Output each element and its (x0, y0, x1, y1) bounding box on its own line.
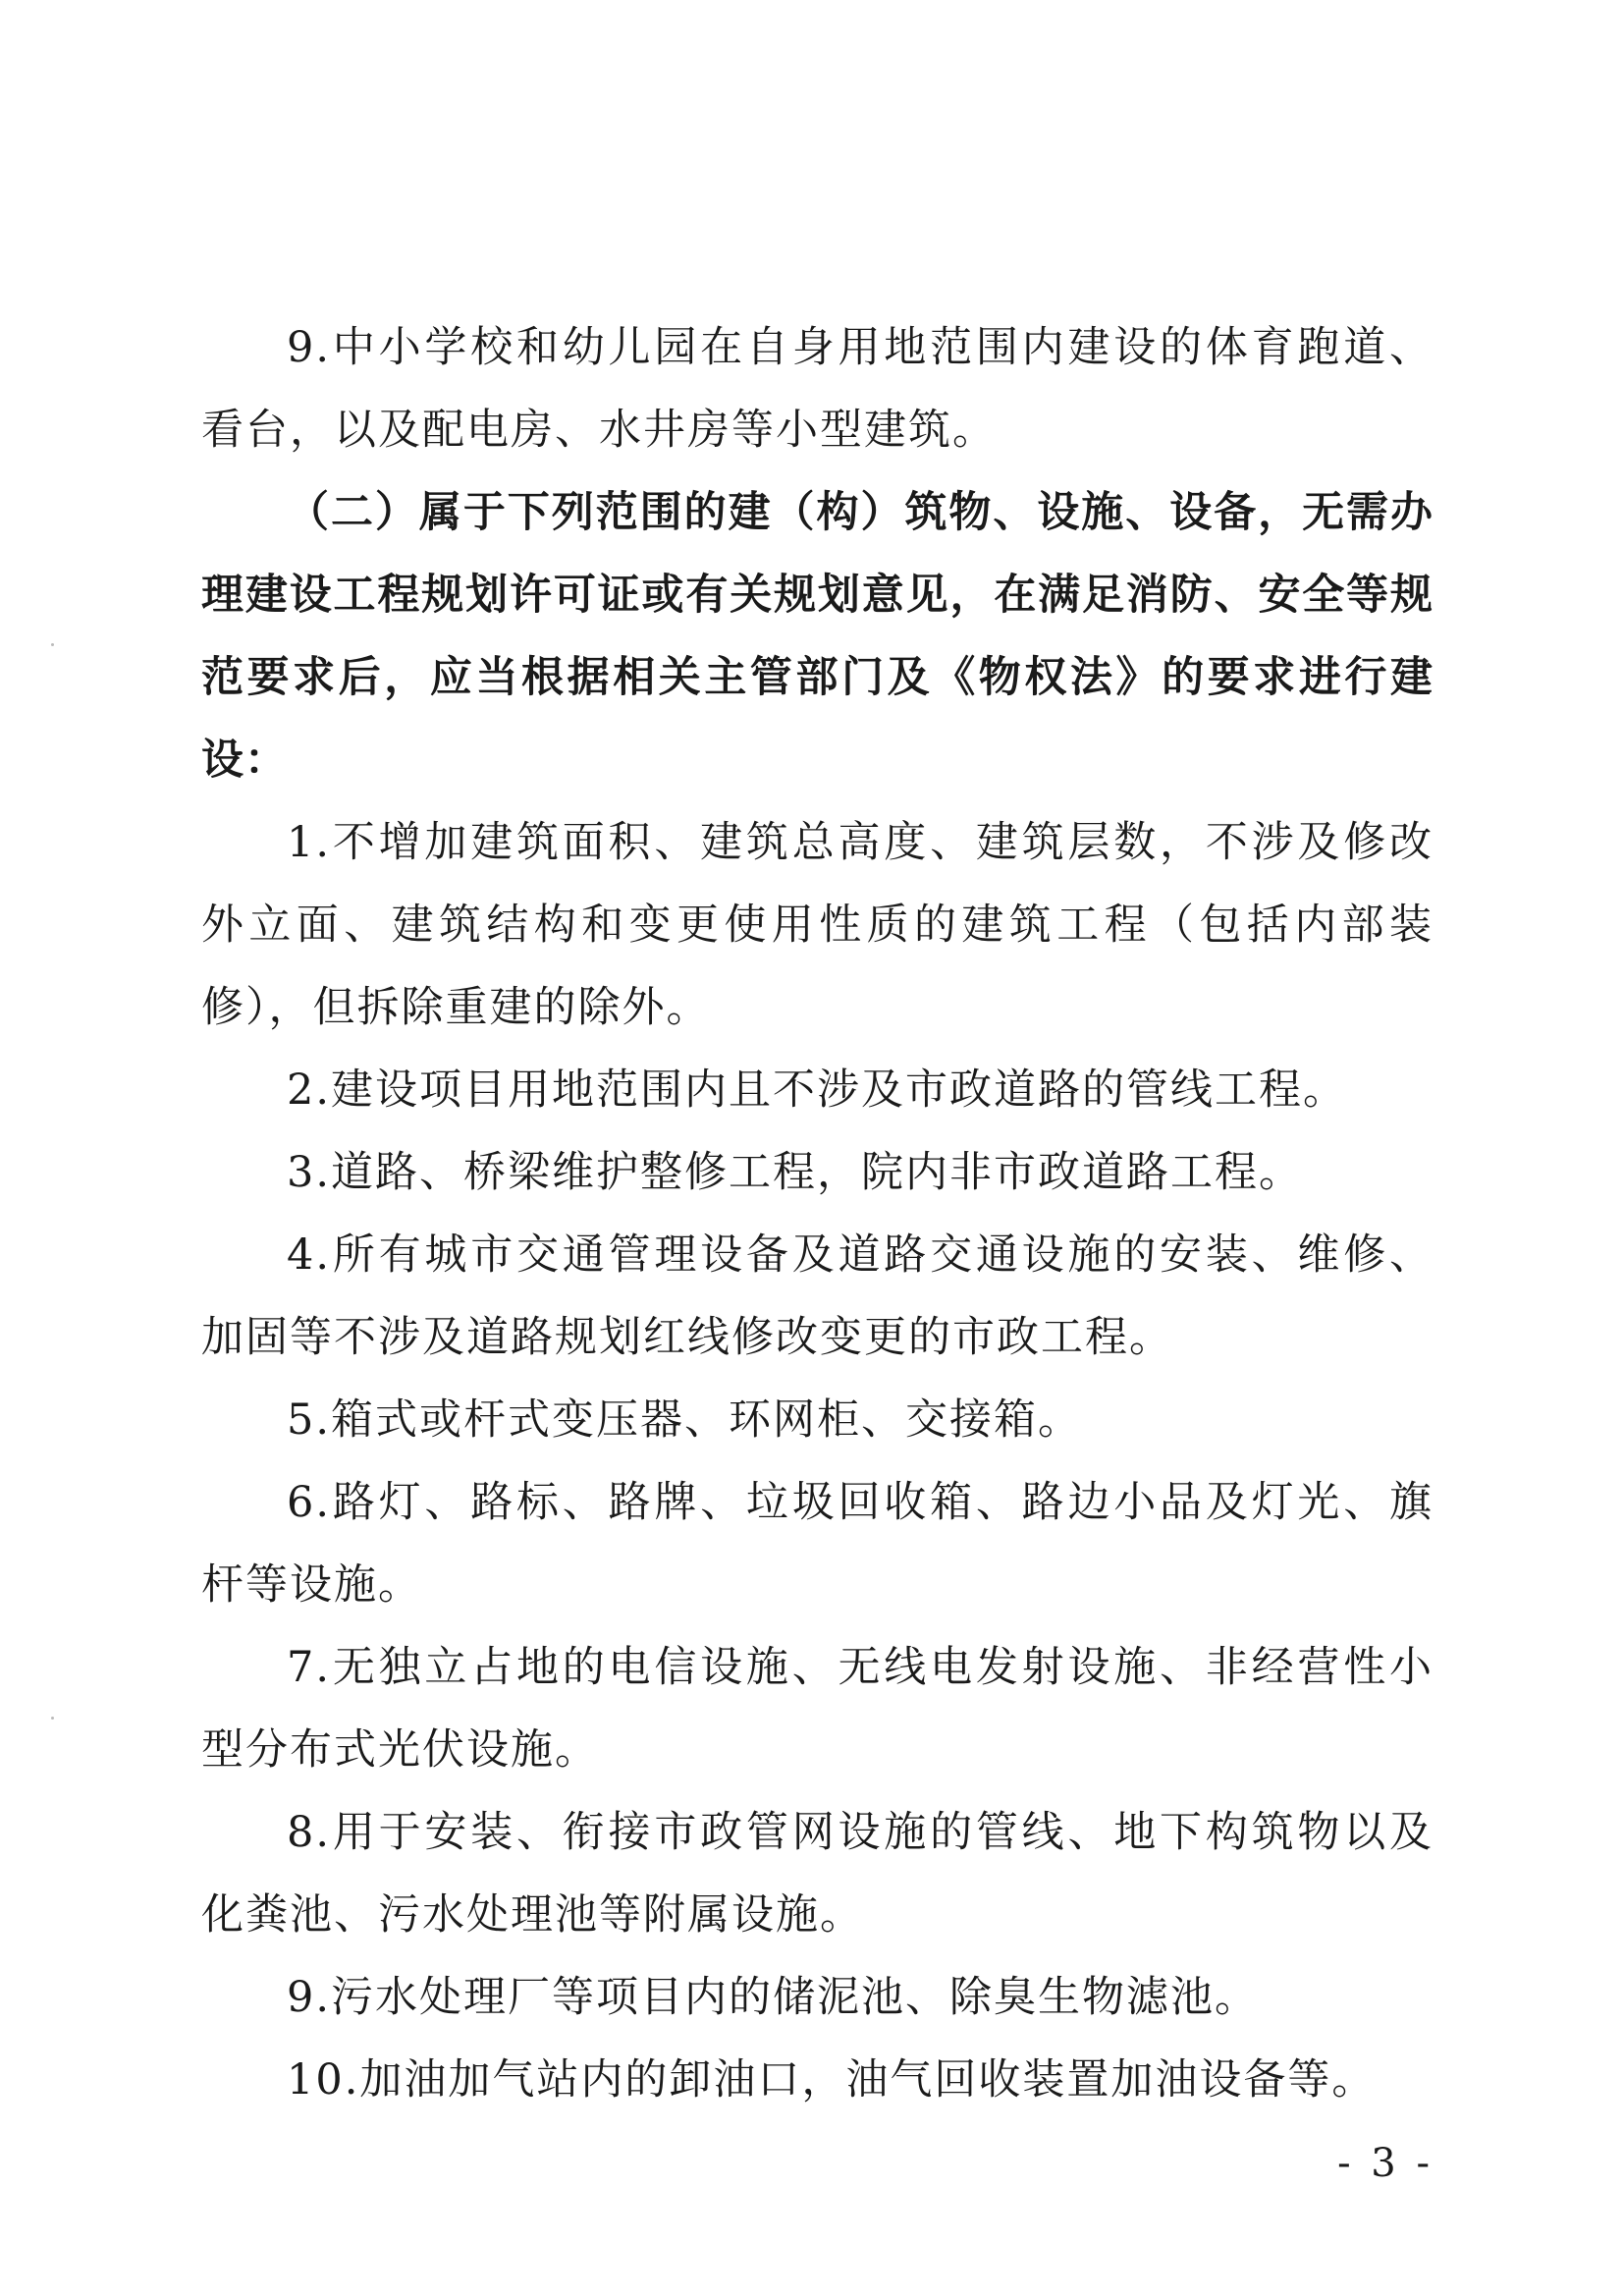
paragraph-item-9: 9.污水处理厂等项目内的储泥池、除臭生物滤池。 (287, 1973, 1260, 2022)
page-number: - 3 - (1337, 2141, 1434, 2186)
paragraph-item-8: 8.用于安装、衔接市政管网设施的管线、地下构筑物以及化粪池、污水处理池等附属设施。 (201, 1808, 1434, 1940)
paragraph-item-4: 4.所有城市交通管理设备及道路交通设施的安装、维修、加固等不涉及道路规划红线修改变更的市政工程。 (201, 1230, 1434, 1362)
paragraph-section-2-heading: （二）属于下列范围的建（构）筑物、设施、设备，无需办理建设工程规划许可证或有关规划意见，在满足消防、安全等规范要求后，应当根据相关主管部门及《物权法》的要求进行建设： (201, 488, 1434, 785)
paragraph-item-9-schools: 9.中小学校和幼儿园在自身用地范围内建设的体育跑道、看台，以及配电房、水井房等小型建筑。 (201, 323, 1434, 455)
document-body (201, 306, 1434, 2121)
paragraph-item-5: 5.箱式或杆式变压器、环网柜、交接箱。 (287, 1395, 1083, 1445)
paragraph-item-1: 1.不增加建筑面积、建筑总高度、建筑层数，不涉及修改外立面、建筑结构和变更使用性质的建筑工程（包括内部装修），但拆除重建的除外。 (201, 818, 1434, 1032)
paragraph-item-3: 3.道路、桥梁维护整修工程，院内非市政道路工程。 (287, 1148, 1304, 1197)
paragraph-item-7: 7.无独立占地的电信设施、无线电发射设施、非经营性小型分布式光伏设施。 (201, 1643, 1434, 1775)
paragraph-item-10: 10.加油加气站内的卸油口，油气回收装置加油设备等。 (287, 2055, 1377, 2105)
scan-speck (51, 1717, 54, 1720)
paragraph-item-2: 2.建设项目用地范围内且不涉及市政道路的管线工程。 (287, 1066, 1348, 1115)
scan-speck (51, 643, 54, 646)
paragraph-item-6: 6.路灯、路标、路牌、垃圾回收箱、路边小品及灯光、旗杆等设施。 (201, 1478, 1434, 1610)
